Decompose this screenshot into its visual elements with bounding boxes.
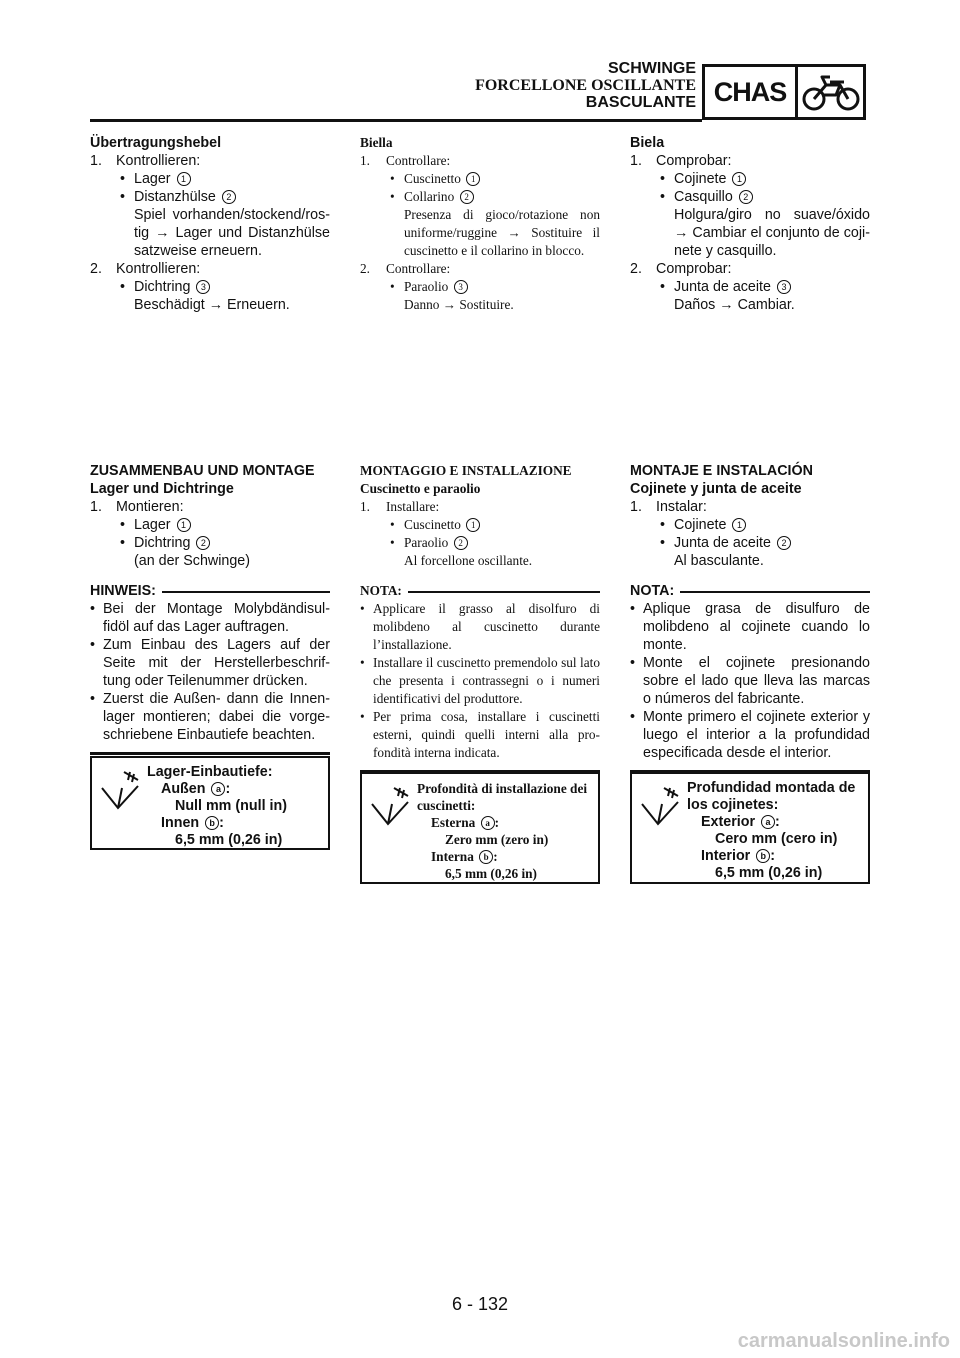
es-spec-inner: Interior b :	[701, 848, 776, 864]
es-asm-heading: MONTAJE E INSTALACIÓN	[630, 463, 813, 479]
es-spec-outer: Exterior a :	[701, 814, 780, 830]
it-spec-inner: Interna b :	[431, 849, 498, 864]
it-bullet-3: • Paraolio 3	[360, 278, 600, 296]
it-inspection	[360, 134, 600, 314]
it-bullet-1: • Cuscinetto 1	[360, 170, 600, 188]
watermark: carmanualsonline.info	[737, 1330, 950, 1352]
it-spec-outer-value: Zero mm (zero in)	[445, 832, 549, 847]
it-spec-title: Profondità di installazione dei cuscinetti:	[417, 781, 588, 813]
es-bullet-3: • Junta de aceite 3	[630, 278, 870, 296]
it-note-2: • Installare il cuscinetto premendolo sul lato che presenta i contrassegni o i numeri identificativi del produttore.	[360, 655, 600, 706]
de-step-2: 2. Kontrollieren:	[90, 261, 201, 277]
title-it: FORCELLONE OSCILLANTE	[475, 77, 696, 94]
de-note-end-rule	[90, 752, 330, 755]
it-asm-step-1: 1. Installare:	[360, 499, 440, 514]
de-asm-text: (an der Schwinge)	[134, 553, 251, 569]
de-asm-bullet-1: • Lager 1	[90, 516, 330, 534]
it-asm-subheading: Cuscinetto e paraolio	[360, 481, 481, 496]
es-note-header: NOTA:	[630, 582, 870, 600]
header-rule	[90, 119, 702, 122]
es-inspection	[630, 134, 870, 314]
it-asm-bullet-2: • Paraolio 2	[360, 534, 600, 552]
es-asm-text: Al basculante.	[674, 553, 764, 569]
motorcycle-icon	[798, 67, 863, 117]
es-asm-step-1: 1. Instalar:	[630, 499, 707, 515]
de-spec-outer: Außen a :	[161, 781, 231, 797]
wrench-icon	[638, 784, 682, 828]
it-asm-heading: MONTAGGIO E INSTALLAZIONE	[360, 463, 572, 478]
de-bullet-1: • Lager 1	[90, 170, 330, 188]
it-note-header: NOTA:	[360, 582, 600, 600]
it-spec-outer: Esterna a :	[431, 815, 500, 830]
it-step-2: 2. Controllare:	[360, 261, 451, 276]
de-step-1: 1. Kontrollieren:	[90, 153, 201, 169]
page-number: 6 - 132	[451, 1294, 509, 1314]
it-asm-bullet-1: • Cuscinetto 1	[360, 516, 600, 534]
it-text-2: Danno → Sostituire.	[404, 297, 514, 312]
de-text-2: Beschädigt → Erneuern.	[134, 297, 290, 313]
es-spec-box	[630, 772, 870, 884]
de-spec-inner: Innen b :	[161, 815, 224, 831]
de-text-1: Spiel vorhanden/stockend/ros-tig → Lager und Distanzhülse satzweise erneuern.	[134, 207, 330, 259]
de-asm-step-1: 1. Montieren:	[90, 499, 184, 515]
wrench-icon	[98, 768, 142, 812]
it-heading: Biella	[360, 135, 393, 150]
it-text-1: Presenza di gioco/rotazione non uniforme/ruggine → Sostituire il cuscinetto e il collarino in blocco.	[404, 207, 600, 258]
es-spec-outer-value: Cero mm (cero in)	[715, 831, 838, 847]
de-asm-bullet-2: • Dichtring 2	[90, 534, 330, 552]
title-de: SCHWINGE	[608, 60, 696, 77]
it-spec-inner-value: 6,5 mm (0,26 in)	[445, 866, 537, 881]
de-inspection	[90, 134, 330, 314]
de-note-2: • Zum Einbau des Lagers auf der Seite mit der Herstellerbeschrif-tung oder Teilenummer drücken.	[90, 637, 330, 689]
es-text-2: Daños → Cambiar.	[674, 297, 795, 313]
it-step-1: 1. Controllare:	[360, 153, 451, 168]
it-note-3: • Per prima cosa, installare i cuscinetti esterni, quindi quelli interni alla pro-fondità interna indicata.	[360, 709, 600, 760]
de-spec-title: Lager-Einbautiefe:	[147, 764, 273, 780]
de-bullet-3: • Dichtring 3	[90, 278, 330, 296]
de-heading: Übertragungshebel	[90, 135, 222, 151]
de-asm-heading: ZUSAMMENBAU UND MONTAGE	[90, 463, 315, 479]
it-note-1: • Applicare il grasso al disolfuro di molibdeno al cuscinetto durante l’installazione.	[360, 601, 600, 652]
de-spec-box	[90, 756, 330, 850]
es-step-2: 2. Comprobar:	[630, 261, 732, 277]
es-note-3: • Monte primero el cojinete exterior y luego el interior a la profundidad especificada desde el interior.	[630, 709, 870, 761]
es-text-1: Holgura/giro no suave/óxido → Cambiar el conjunto de coji-nete y casquillo.	[674, 207, 870, 259]
es-asm-bullet-1: • Cojinete 1	[630, 516, 870, 534]
section-label: CHAS	[705, 67, 798, 117]
es-spec-title: Profundidad montada de los cojinetes:	[687, 780, 856, 813]
es-note-2: • Monte el cojinete presionando sobre el lado que lleva las marcas o números del fabricante.	[630, 655, 870, 707]
de-assembly	[90, 462, 330, 755]
it-bullet-2: • Collarino 2	[360, 188, 600, 206]
es-heading: Biela	[630, 135, 665, 151]
it-spec-box	[360, 772, 600, 884]
de-spec-inner-value: 6,5 mm (0,26 in)	[175, 832, 283, 848]
es-step-1: 1. Comprobar:	[630, 153, 732, 169]
de-note-1: • Bei der Montage Molybdändisul-fidöl auf das Lager auftragen.	[90, 601, 330, 635]
de-bullet-2: • Distanzhülse 2	[90, 188, 330, 206]
title-es: BASCULANTE	[585, 94, 696, 111]
es-asm-bullet-2: • Junta de aceite 2	[630, 534, 870, 552]
it-asm-text: Al forcellone oscillante.	[404, 553, 533, 568]
de-note-header: HINWEIS:	[90, 582, 330, 600]
es-bullet-1: • Cojinete 1	[630, 170, 870, 188]
es-note-1: • Aplique grasa de disulfuro de molibdeno al cojinete cuando lo monte.	[630, 601, 870, 653]
wrench-icon	[368, 784, 412, 828]
es-bullet-2: • Casquillo 2	[630, 188, 870, 206]
section-badge	[702, 64, 866, 120]
de-spec-outer-value: Null mm (null in)	[175, 798, 287, 814]
de-note-3: • Zuerst die Außen- dann die Innen-lager montieren; dabei die vorge-schriebene Einbautiefe beachten.	[90, 691, 330, 743]
de-asm-subheading: Lager und Dichtringe	[90, 481, 234, 497]
es-spec-inner-value: 6,5 mm (0,26 in)	[715, 865, 823, 881]
header-titles	[475, 60, 696, 111]
es-assembly	[630, 462, 870, 773]
es-asm-subheading: Cojinete y junta de aceite	[630, 481, 802, 497]
it-assembly	[360, 462, 600, 773]
